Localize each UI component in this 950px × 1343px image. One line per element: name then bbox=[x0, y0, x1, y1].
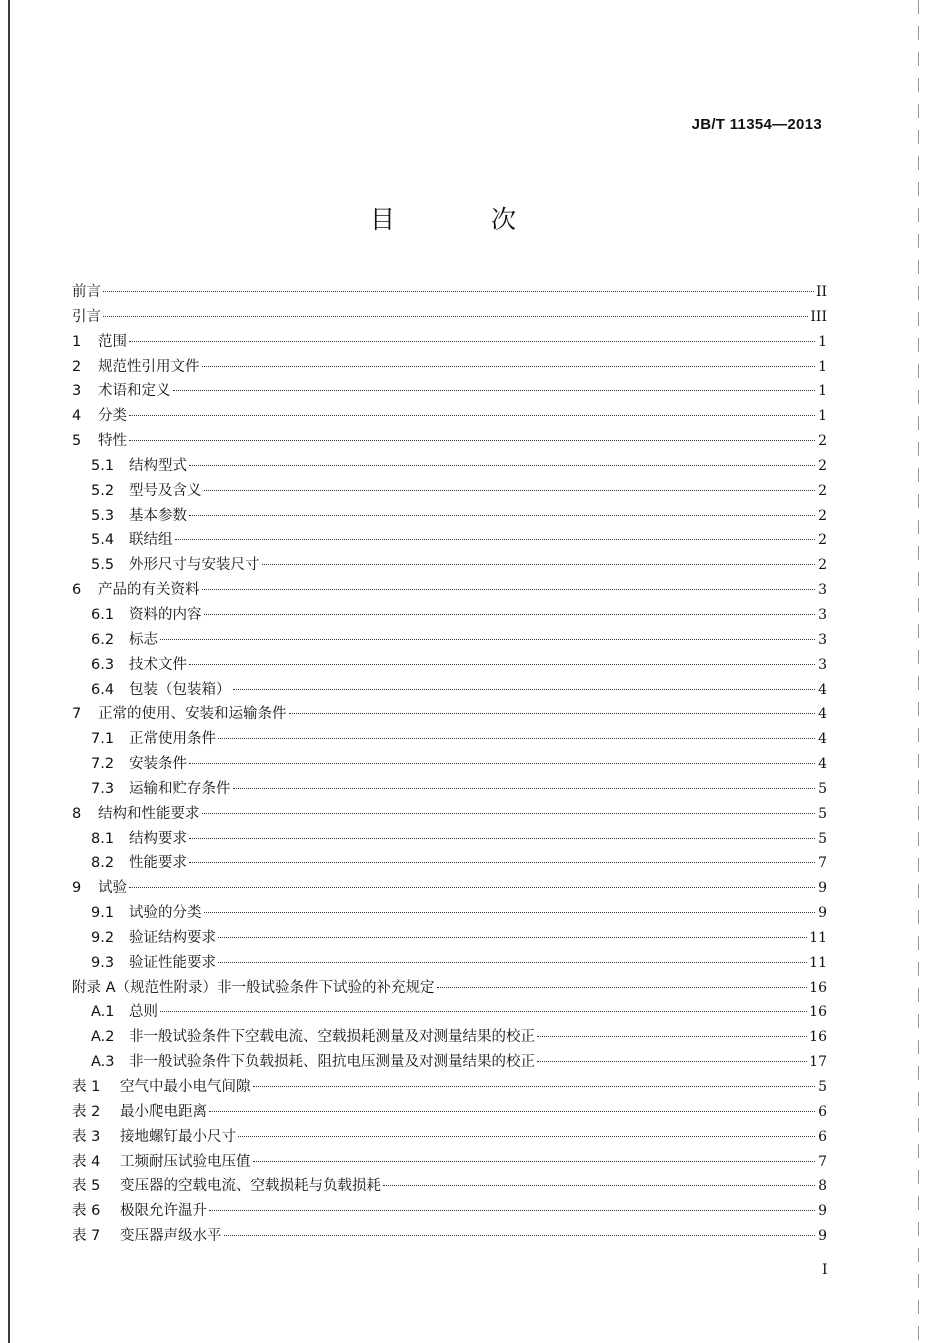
toc-entry[interactable] bbox=[72, 752, 827, 777]
toc-entry[interactable] bbox=[72, 454, 827, 479]
table-of-contents bbox=[72, 280, 827, 1249]
toc-entry-page: 1 bbox=[818, 408, 827, 425]
toc-entry-page: 7 bbox=[818, 1153, 827, 1170]
dot-leader bbox=[233, 788, 816, 789]
toc-entry[interactable] bbox=[72, 479, 827, 504]
toc-entry[interactable] bbox=[72, 379, 827, 404]
toc-entry-label: 前言 bbox=[72, 284, 101, 300]
toc-entry[interactable] bbox=[72, 951, 827, 976]
dot-leader bbox=[537, 1061, 807, 1062]
toc-entry-label: 总则 bbox=[129, 1004, 158, 1021]
toc-entry-number: 8 bbox=[72, 805, 82, 822]
toc-entry-label: 变压器声级水平 bbox=[120, 1228, 222, 1245]
toc-entry-page: III bbox=[810, 308, 827, 325]
toc-entry[interactable] bbox=[72, 976, 827, 1001]
toc-entry-page: 9 bbox=[818, 1228, 827, 1245]
dot-leader bbox=[189, 838, 815, 839]
toc-entry-label: 外形尺寸与安装尺寸 bbox=[129, 557, 260, 574]
toc-entry[interactable] bbox=[72, 553, 827, 578]
toc-entry[interactable] bbox=[72, 1174, 827, 1199]
toc-entry-label: 包装（包装箱） bbox=[129, 681, 231, 698]
dot-leader bbox=[437, 987, 808, 988]
toc-entry-page: 1 bbox=[818, 333, 827, 350]
toc-entry-label: 非一般试验条件下空载电流、空载损耗测量及对测量结果的校正 bbox=[129, 1029, 535, 1046]
toc-entry[interactable] bbox=[72, 901, 827, 926]
toc-entry-label: 技术文件 bbox=[129, 656, 187, 673]
toc-entry-number: 6.3 bbox=[91, 656, 115, 673]
toc-entry-number: 表 2 bbox=[72, 1103, 101, 1120]
toc-entry-label: 接地螺钉最小尺寸 bbox=[120, 1128, 236, 1145]
dot-leader bbox=[204, 490, 816, 491]
toc-entry-number: 5.5 bbox=[91, 557, 115, 574]
toc-entry-page: 2 bbox=[818, 433, 827, 450]
dot-leader bbox=[209, 1210, 815, 1211]
toc-entry-label: 产品的有关资料 bbox=[98, 582, 200, 599]
toc-entry-label: 运输和贮存条件 bbox=[129, 780, 231, 797]
dot-leader bbox=[202, 813, 816, 814]
toc-entry[interactable] bbox=[72, 528, 827, 553]
toc-entry-number: 9.3 bbox=[91, 954, 115, 971]
dot-leader bbox=[160, 639, 815, 640]
toc-entry[interactable] bbox=[72, 1224, 827, 1249]
toc-entry[interactable] bbox=[72, 578, 827, 603]
toc-entry-label: 特性 bbox=[98, 433, 127, 450]
toc-entry-page: 6 bbox=[818, 1128, 827, 1145]
dot-leader bbox=[209, 1111, 815, 1112]
dot-leader bbox=[160, 1011, 807, 1012]
toc-entry-page: 16 bbox=[809, 1004, 827, 1021]
toc-entry-label: 基本参数 bbox=[129, 507, 187, 524]
dot-leader bbox=[103, 316, 808, 317]
toc-entry-page: 2 bbox=[818, 482, 827, 499]
dot-leader bbox=[173, 390, 816, 391]
toc-entry-label: 验证结构要求 bbox=[129, 929, 216, 946]
toc-entry[interactable] bbox=[72, 355, 827, 380]
dot-leader bbox=[202, 589, 816, 590]
toc-entry-number: A.3 bbox=[91, 1054, 115, 1071]
toc-entry-page: 4 bbox=[818, 731, 827, 748]
toc-entry-page: 6 bbox=[818, 1103, 827, 1120]
toc-entry[interactable] bbox=[72, 404, 827, 429]
toc-entry-number: A.1 bbox=[91, 1004, 115, 1021]
toc-entry-page: II bbox=[815, 284, 827, 300]
toc-entry-number: 9 bbox=[72, 880, 82, 897]
toc-entry-number: 6.2 bbox=[91, 631, 115, 648]
toc-entry-label: 术语和定义 bbox=[98, 383, 171, 400]
toc-entry-number: 8.1 bbox=[91, 830, 115, 847]
toc-entry-number: 表 1 bbox=[72, 1079, 101, 1095]
toc-entry-number: 4 bbox=[72, 408, 82, 425]
toc-entry-number: 7.2 bbox=[91, 756, 115, 773]
toc-entry-page: 3 bbox=[818, 631, 827, 648]
toc-entry[interactable] bbox=[72, 504, 827, 529]
toc-entry-page: 1 bbox=[818, 383, 827, 400]
dot-leader bbox=[238, 1136, 815, 1137]
toc-entry-label: 最小爬电距离 bbox=[120, 1103, 207, 1120]
toc-entry[interactable] bbox=[72, 1150, 827, 1175]
toc-entry-label: 结构和性能要求 bbox=[98, 805, 200, 822]
toc-entry-page: 3 bbox=[818, 656, 827, 673]
toc-entry-label: 资料的内容 bbox=[129, 606, 202, 623]
toc-entry-label: 结构型式 bbox=[129, 457, 187, 474]
toc-entry-number: 5 bbox=[72, 433, 82, 450]
toc-entry-number: 6.1 bbox=[91, 606, 115, 623]
toc-entry-page: 8 bbox=[818, 1178, 827, 1195]
dot-leader bbox=[262, 564, 816, 565]
toc-entry-page: 9 bbox=[818, 880, 827, 897]
toc-entry-page: 11 bbox=[809, 954, 827, 971]
toc-entry-label: 试验 bbox=[98, 880, 127, 897]
toc-entry-page: 4 bbox=[818, 706, 827, 723]
toc-entry-label: 安装条件 bbox=[129, 756, 187, 773]
dot-leader bbox=[253, 1161, 816, 1162]
toc-entry-page: 5 bbox=[818, 1079, 827, 1095]
toc-entry-label: 分类 bbox=[98, 408, 127, 425]
toc-entry[interactable] bbox=[72, 1125, 827, 1150]
toc-entry[interactable] bbox=[72, 1025, 827, 1050]
toc-entry[interactable] bbox=[72, 678, 827, 703]
toc-entry[interactable] bbox=[72, 926, 827, 951]
toc-entry-label: 型号及含义 bbox=[129, 482, 202, 499]
toc-entry[interactable] bbox=[72, 702, 827, 727]
toc-entry-label: 附录 A（规范性附录）非一般试验条件下试验的补充规定 bbox=[72, 979, 435, 996]
dot-leader bbox=[175, 539, 816, 540]
toc-entry-number: 5.3 bbox=[91, 507, 115, 524]
toc-entry-label: 结构要求 bbox=[129, 830, 187, 847]
toc-entry[interactable] bbox=[72, 851, 827, 876]
toc-entry[interactable] bbox=[72, 802, 827, 827]
toc-entry-number: 9.2 bbox=[91, 929, 115, 946]
toc-entry-page: 5 bbox=[818, 780, 827, 797]
dot-leader bbox=[253, 1086, 816, 1087]
toc-entry[interactable] bbox=[72, 330, 827, 355]
toc-entry-label: 试验的分类 bbox=[129, 905, 202, 922]
toc-entry[interactable] bbox=[72, 1050, 827, 1075]
toc-entry-page: 16 bbox=[809, 1029, 827, 1046]
dot-leader bbox=[189, 763, 815, 764]
toc-entry-page: 1 bbox=[818, 358, 827, 375]
toc-entry-number: 5.2 bbox=[91, 482, 115, 499]
dot-leader bbox=[383, 1185, 815, 1186]
toc-entry-label: 正常使用条件 bbox=[129, 731, 216, 748]
toc-entry[interactable] bbox=[72, 653, 827, 678]
toc-entry-page: 2 bbox=[818, 507, 827, 524]
toc-entry-number: 表 6 bbox=[72, 1203, 101, 1220]
dot-leader bbox=[204, 912, 816, 913]
toc-entry[interactable] bbox=[72, 1199, 827, 1224]
toc-entry-label: 联结组 bbox=[129, 532, 173, 549]
toc-entry[interactable] bbox=[72, 1075, 827, 1100]
toc-entry-page: 11 bbox=[809, 929, 827, 946]
dot-leader bbox=[289, 713, 816, 714]
toc-entry-number: 2 bbox=[72, 358, 82, 375]
toc-entry-label: 空气中最小电气间隙 bbox=[120, 1079, 251, 1095]
dot-leader bbox=[189, 515, 815, 516]
toc-entry-number: 9.1 bbox=[91, 905, 115, 922]
toc-entry-number: 3 bbox=[72, 383, 82, 400]
toc-entry[interactable] bbox=[72, 727, 827, 752]
dot-leader bbox=[218, 962, 807, 963]
toc-entry-page: 3 bbox=[818, 606, 827, 623]
toc-entry-label: 非一般试验条件下负载损耗、阻抗电压测量及对测量结果的校正 bbox=[129, 1054, 535, 1071]
dot-leader bbox=[204, 614, 816, 615]
toc-entry-label: 性能要求 bbox=[129, 855, 187, 872]
toc-entry-number: 表 4 bbox=[72, 1153, 101, 1170]
toc-entry-number: 5.4 bbox=[91, 532, 115, 549]
dot-leader bbox=[218, 738, 815, 739]
toc-entry[interactable] bbox=[72, 280, 827, 305]
dot-leader bbox=[202, 366, 816, 367]
toc-entry-label: 引言 bbox=[72, 308, 101, 325]
toc-entry-number: 8.2 bbox=[91, 855, 115, 872]
dot-leader bbox=[189, 862, 815, 863]
toc-entry-page: 9 bbox=[818, 905, 827, 922]
toc-entry-page: 17 bbox=[809, 1054, 827, 1071]
toc-entry-label: 正常的使用、安装和运输条件 bbox=[98, 706, 287, 723]
dot-leader bbox=[189, 465, 815, 466]
toc-entry-page: 7 bbox=[818, 855, 827, 872]
toc-entry-page: 4 bbox=[818, 681, 827, 698]
toc-entry[interactable] bbox=[72, 777, 827, 802]
toc-entry[interactable] bbox=[72, 1000, 827, 1025]
toc-entry-number: 表 3 bbox=[72, 1128, 101, 1145]
page-number: I bbox=[822, 1262, 828, 1278]
toc-entry[interactable] bbox=[72, 1100, 827, 1125]
toc-entry-number: 6.4 bbox=[91, 681, 115, 698]
dot-leader bbox=[103, 291, 814, 292]
toc-entry-label: 范围 bbox=[98, 333, 127, 350]
toc-entry-number: 6 bbox=[72, 582, 82, 599]
toc-entry[interactable] bbox=[72, 628, 827, 653]
toc-entry[interactable] bbox=[72, 876, 827, 901]
dot-leader bbox=[189, 664, 815, 665]
dot-leader bbox=[218, 937, 807, 938]
dot-leader bbox=[129, 887, 815, 888]
toc-entry-page: 9 bbox=[818, 1203, 827, 1220]
dot-leader bbox=[129, 341, 815, 342]
toc-entry-page: 5 bbox=[818, 805, 827, 822]
toc-entry-label: 变压器的空载电流、空载损耗与负载损耗 bbox=[120, 1178, 381, 1195]
toc-entry-label: 极限允许温升 bbox=[120, 1203, 207, 1220]
toc-entry-label: 工频耐压试验电压值 bbox=[120, 1153, 251, 1170]
toc-entry-page: 3 bbox=[818, 582, 827, 599]
toc-entry[interactable] bbox=[72, 603, 827, 628]
toc-entry-number: 1 bbox=[72, 333, 82, 350]
toc-entry-number: 5.1 bbox=[91, 457, 115, 474]
toc-entry[interactable] bbox=[72, 429, 827, 454]
toc-entry-number: 表 5 bbox=[72, 1178, 101, 1195]
toc-entry-page: 4 bbox=[818, 756, 827, 773]
toc-entry-number: 7.1 bbox=[91, 731, 115, 748]
scan-edge-right bbox=[918, 0, 919, 1343]
toc-entry-number: 7.3 bbox=[91, 780, 115, 797]
toc-entry-label: 验证性能要求 bbox=[129, 954, 216, 971]
toc-entry-number: A.2 bbox=[91, 1029, 115, 1046]
dot-leader bbox=[224, 1235, 816, 1236]
toc-entry-page: 2 bbox=[818, 532, 827, 549]
dot-leader bbox=[129, 415, 815, 416]
toc-entry[interactable] bbox=[72, 305, 827, 330]
dot-leader bbox=[129, 440, 815, 441]
toc-entry-label: 规范性引用文件 bbox=[98, 358, 200, 375]
toc-entry-number: 表 7 bbox=[72, 1228, 101, 1245]
toc-entry-number: 7 bbox=[72, 706, 82, 723]
toc-entry-page: 16 bbox=[809, 979, 827, 996]
dot-leader bbox=[233, 689, 816, 690]
dot-leader bbox=[537, 1036, 807, 1037]
document-code: JB/T 11354—2013 bbox=[691, 116, 822, 133]
toc-entry-page: 2 bbox=[818, 557, 827, 574]
toc-entry-page: 2 bbox=[818, 457, 827, 474]
toc-entry-page: 5 bbox=[818, 830, 827, 847]
toc-entry[interactable] bbox=[72, 827, 827, 852]
toc-entry-label: 标志 bbox=[129, 631, 158, 648]
page-title: 目 次 bbox=[370, 205, 560, 234]
